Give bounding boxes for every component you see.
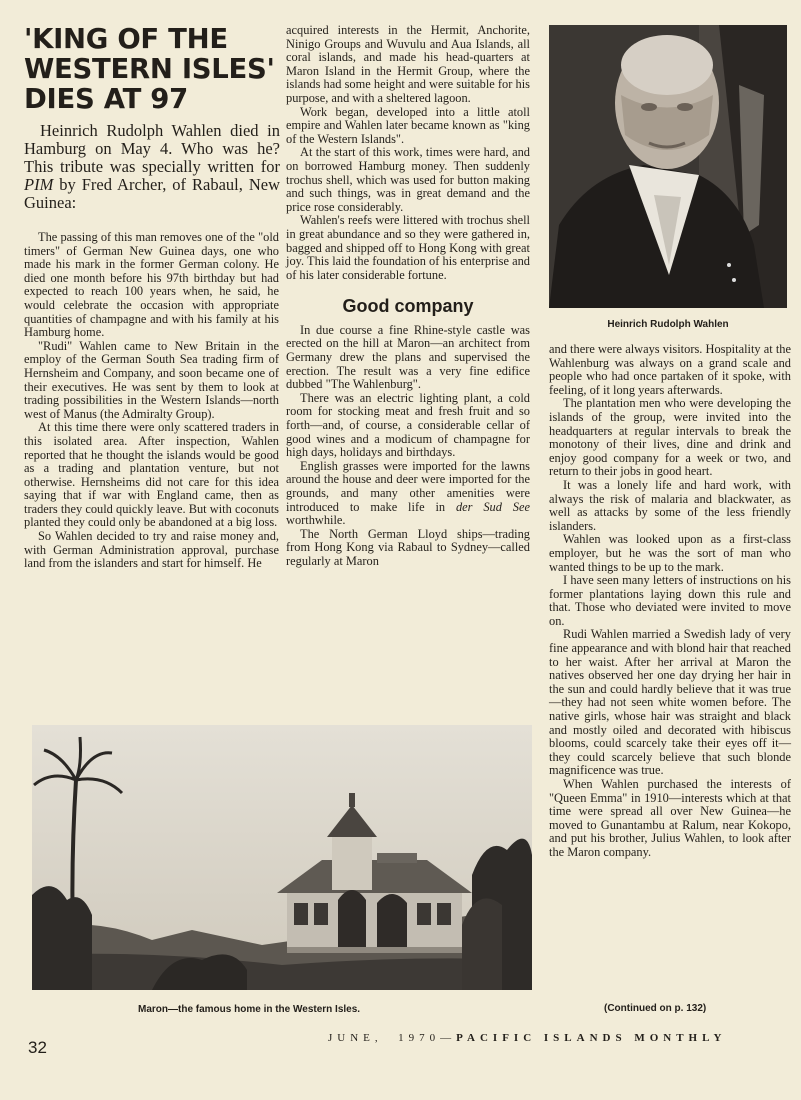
paragraph: Wahlen's reefs were littered with trochus shell in great abundance and so they were gathered in, bagged and shipped off to Hong Kong with great joy. This laid the foundation of his enterprise and of his later considerable fortune. bbox=[286, 213, 530, 282]
footer-year: 1970 bbox=[398, 1032, 441, 1044]
continued-note: (Continued on p. 132) bbox=[604, 1003, 707, 1014]
headline: 'KING OF THE WESTERN ISLES' DIES AT 97 bbox=[24, 23, 275, 115]
portrait-caption: Heinrich Rudolph Wahlen bbox=[607, 319, 729, 330]
paragraph: At this time there were only scattered traders in this isolated area. After inspection, Wahlen reported that he thought the islands would be good as a trading and plantation venture, but not otherwise. Hernsheims did not care for this idea saying that if war with England came, then as traders they could quickly leave. But with coconuts planted they could only be abandoned at a big loss. bbox=[24, 420, 279, 530]
paragraph: The passing of this man removes one of the "old timers" of German New Guinea days, one who made his mark in the former German colony. He died one month before his 97th birthday but had expected to reach 100 years when, he said, he would celebrate the occasion with appropriate quantities of champagne and with his family at his Hamburg home. bbox=[24, 230, 279, 340]
paragraph: The North German Lloyd ships—trading from Hong Kong via Rabaul to Sydney—called regularly at Maron bbox=[286, 526, 530, 568]
running-footer bbox=[328, 1032, 726, 1044]
standfirst-publication: PIM bbox=[24, 175, 54, 194]
footer-publication: PACIFIC ISLANDS MONTHLY bbox=[456, 1032, 727, 1044]
paragraph: I have seen many letters of instructions on his former plantations laying down this rule and that. Those who deviated were invited to move on. bbox=[549, 573, 791, 628]
maron-house-image bbox=[32, 725, 532, 990]
paragraph: Wahlen was looked upon as a first-class employer, but he was the sort of man who wanted things to be up to the mark. bbox=[549, 532, 791, 574]
subheading: Good company bbox=[342, 296, 474, 317]
standfirst-text: Heinrich Rudolph Wahlen died in Hamburg on May 4. Who was he? This tribute was specially written for bbox=[24, 121, 280, 176]
article-column-1 bbox=[24, 231, 279, 571]
paragraph: "Rudi" Wahlen came to New Britain in the employ of the German South Sea trading firm of Hernsheim and Company, and soon became one of their executives. He was sent by them to look at trading possibilities in the Western Islands—north west of Manus (the Admiralty Group). bbox=[24, 338, 279, 421]
paragraph: At the start of this work, times were hard, and on borrowed Hamburg money. Then suddenly trochus shell, which was used for button making and such things, was in great demand and the price rose considerably. bbox=[286, 145, 530, 214]
paragraph: and there were always visitors. Hospitality at the Wahlenburg was always on a grand scale and people who had once partaken of it spoke, with feeling, of it long years afterwards. bbox=[549, 342, 791, 397]
paragraph: It was a lonely life and hard work, with always the risk of malaria and blackwater, as well as attacks by some of the less friendly islanders. bbox=[549, 477, 791, 533]
paragraph: Rudi Wahlen married a Swedish lady of very fine appearance and with blond hair that reached to her waist. After her arrival at Maron the natives observed her one day drying her hair in the sun and could hardly believe that it was true—they had not seen white women before. The native girls, whose hair was straight and black and mostly oiled and decorated with hibiscus blooms, could scarcely take their eyes off it—they could scarcely believe that such blonde magnificence was true. bbox=[549, 627, 791, 778]
paragraph bbox=[286, 460, 530, 528]
paragraph-text: English grasses were imported for the lawns around the house and deer were imported for the grounds, and many other amenities were introduced to make life in bbox=[286, 458, 530, 514]
page-number: 32 bbox=[28, 1038, 47, 1057]
italic-phrase: der Sud See bbox=[455, 499, 530, 514]
footer-dash: — bbox=[440, 1032, 457, 1044]
paragraph: Work began, developed into a little atoll empire and Wahlen later became known as "king of the Western Islands". bbox=[286, 104, 530, 146]
portrait-image bbox=[549, 25, 787, 308]
maron-caption: Maron—the famous home in the Western Isles. bbox=[138, 1004, 361, 1015]
paragraph: So Wahlen decided to try and raise money and, with German Administration approval, purchase land from the islanders and start for himself. He bbox=[24, 529, 279, 571]
paragraph-text: worthwhile. bbox=[286, 513, 346, 528]
paragraph: When Wahlen purchased the interests of "Queen Emma" in 1910—interests which at that time were spread all over New Guinea—he moved to Gunantambu at Ralum, near Kokopo, and put his brother, Julius Wahlen, to look after the Maron company. bbox=[549, 777, 791, 859]
standfirst bbox=[24, 122, 280, 212]
portrait-photo bbox=[549, 25, 787, 308]
paragraph: In due course a fine Rhine-style castle was erected on the hill at Maron—an architect from Germany drew the plans and supervised the erection. The result was a very fine edifice dubbed "The Wahlenburg". bbox=[286, 322, 530, 392]
paragraph: acquired interests in the Hermit, Anchorite, Ninigo Groups and Wuvulu and Aua Islands, all coral islands, and made his head-quarters at Maron Island in the Hermit Group, where the islands had some height and were suitable for his purpose, and with a sheltered lagoon. bbox=[286, 23, 530, 105]
standfirst-byline: by Fred Archer, of Rabaul, New Guinea: bbox=[24, 175, 280, 212]
maron-house-photo bbox=[32, 725, 532, 990]
paragraph: The plantation men who were developing the islands of the group, were invited into the headquarters at regular intervals to break the monotony of their lives, dine and drink and enjoy good company for a week or two, and return to their jobs in good heart. bbox=[549, 396, 791, 479]
article-column-3 bbox=[549, 343, 791, 860]
footer-month: JUNE, bbox=[328, 1032, 383, 1044]
paragraph: There was an electric lighting plant, a cold room for stocking meat and fresh fruit and so forth—and, of course, a considerable cellar of good wines and a modicum of champagne for high days, holidays and birthdays. bbox=[286, 390, 530, 460]
article-column-2 bbox=[286, 24, 530, 569]
